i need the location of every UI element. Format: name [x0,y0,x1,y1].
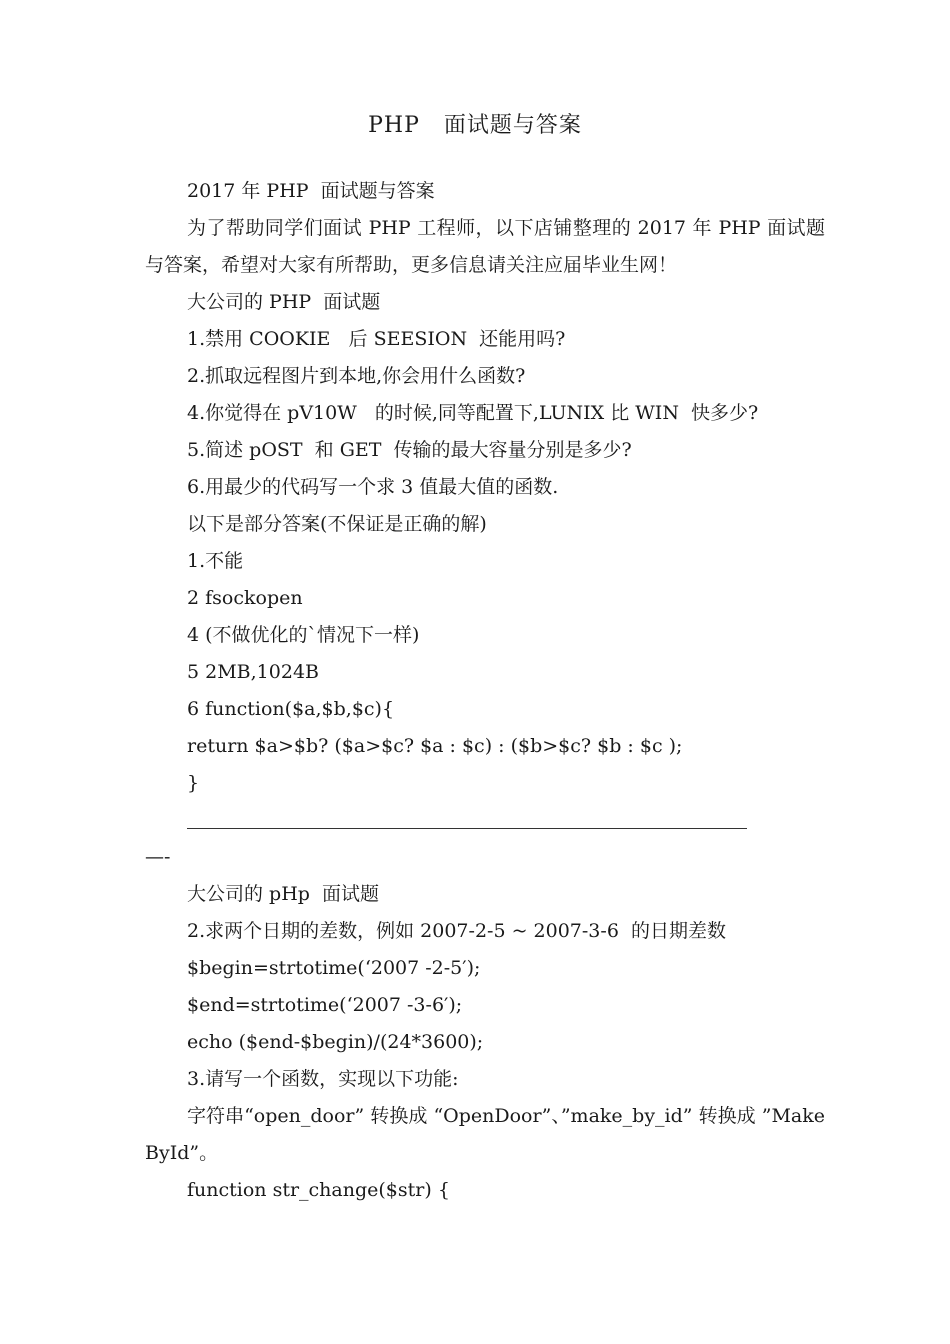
question-line: 3.请写一个函数，实现以下功能: [187,1068,459,1090]
question-line: 5.简述 pOST 和 GET 传输的最大容量分别是多少? [187,439,632,461]
answers-heading: 以下是部分答案(不保证是正确的解) [187,513,487,535]
code-line: function str_change($str) { [187,1179,450,1201]
separator-row [145,802,825,839]
code-line: $end=strtotime(‘2007 -3-6′); [187,994,463,1016]
section-heading: 大公司的 pHp 面试题 [187,883,380,905]
section-heading: 大公司的 PHP 面试题 [187,291,381,313]
separator-dash: —- [145,846,171,868]
answer-line: 2 fsockopen [187,587,303,609]
document-title: PHP 面试题与答案 [368,113,582,138]
code-line: $begin=strtotime(‘2007 -2-5′); [187,957,481,979]
question-line: 4.你觉得在 pV10W 的时候,同等配置下,LUNIX 比 WIN 快多少? [187,402,759,424]
code-line: } [187,772,200,794]
document-body [145,173,825,1209]
question-line: 2.求两个日期的差数，例如 2007-2-5 ~ 2007-3-6 的日期差数 [187,920,726,942]
code-line: return $a>$b? ($a>$c? $a : $c) : ($b>$c? $b : $c ); [187,735,683,757]
answer-line: 5 2MB,1024B [187,661,319,683]
question-line: 1.禁用 COOKIE 后 SEESION 还能用吗? [187,328,566,350]
paragraph-subtitle: 2017 年 PHP 面试题与答案 [187,180,435,202]
question-line: 6.用最少的代码写一个求 3 值最大值的函数. [187,476,559,498]
question-line: 2.抓取远程图片到本地,你会用什么函数? [187,365,526,387]
paragraph-requirement: 字符串“open_door” 转换成 “OpenDoor”、”make_by_id” 转换成 ”MakeById”。 [145,1105,825,1164]
horizontal-rule [187,828,747,829]
paragraph-intro: 为了帮助同学们面试 PHP 工程师，以下店铺整理的 2017 年 PHP 面试题与答案，希望对大家有所帮助，更多信息请关注应届毕业生网！ [145,217,825,276]
answer-line: 1.不能 [187,550,244,572]
code-line: 6 function($a,$b,$c){ [187,698,395,720]
answer-line: 4 (不做优化的`情况下一样) [187,624,420,646]
code-line: echo ($end-$begin)/(24*3600); [187,1031,484,1053]
